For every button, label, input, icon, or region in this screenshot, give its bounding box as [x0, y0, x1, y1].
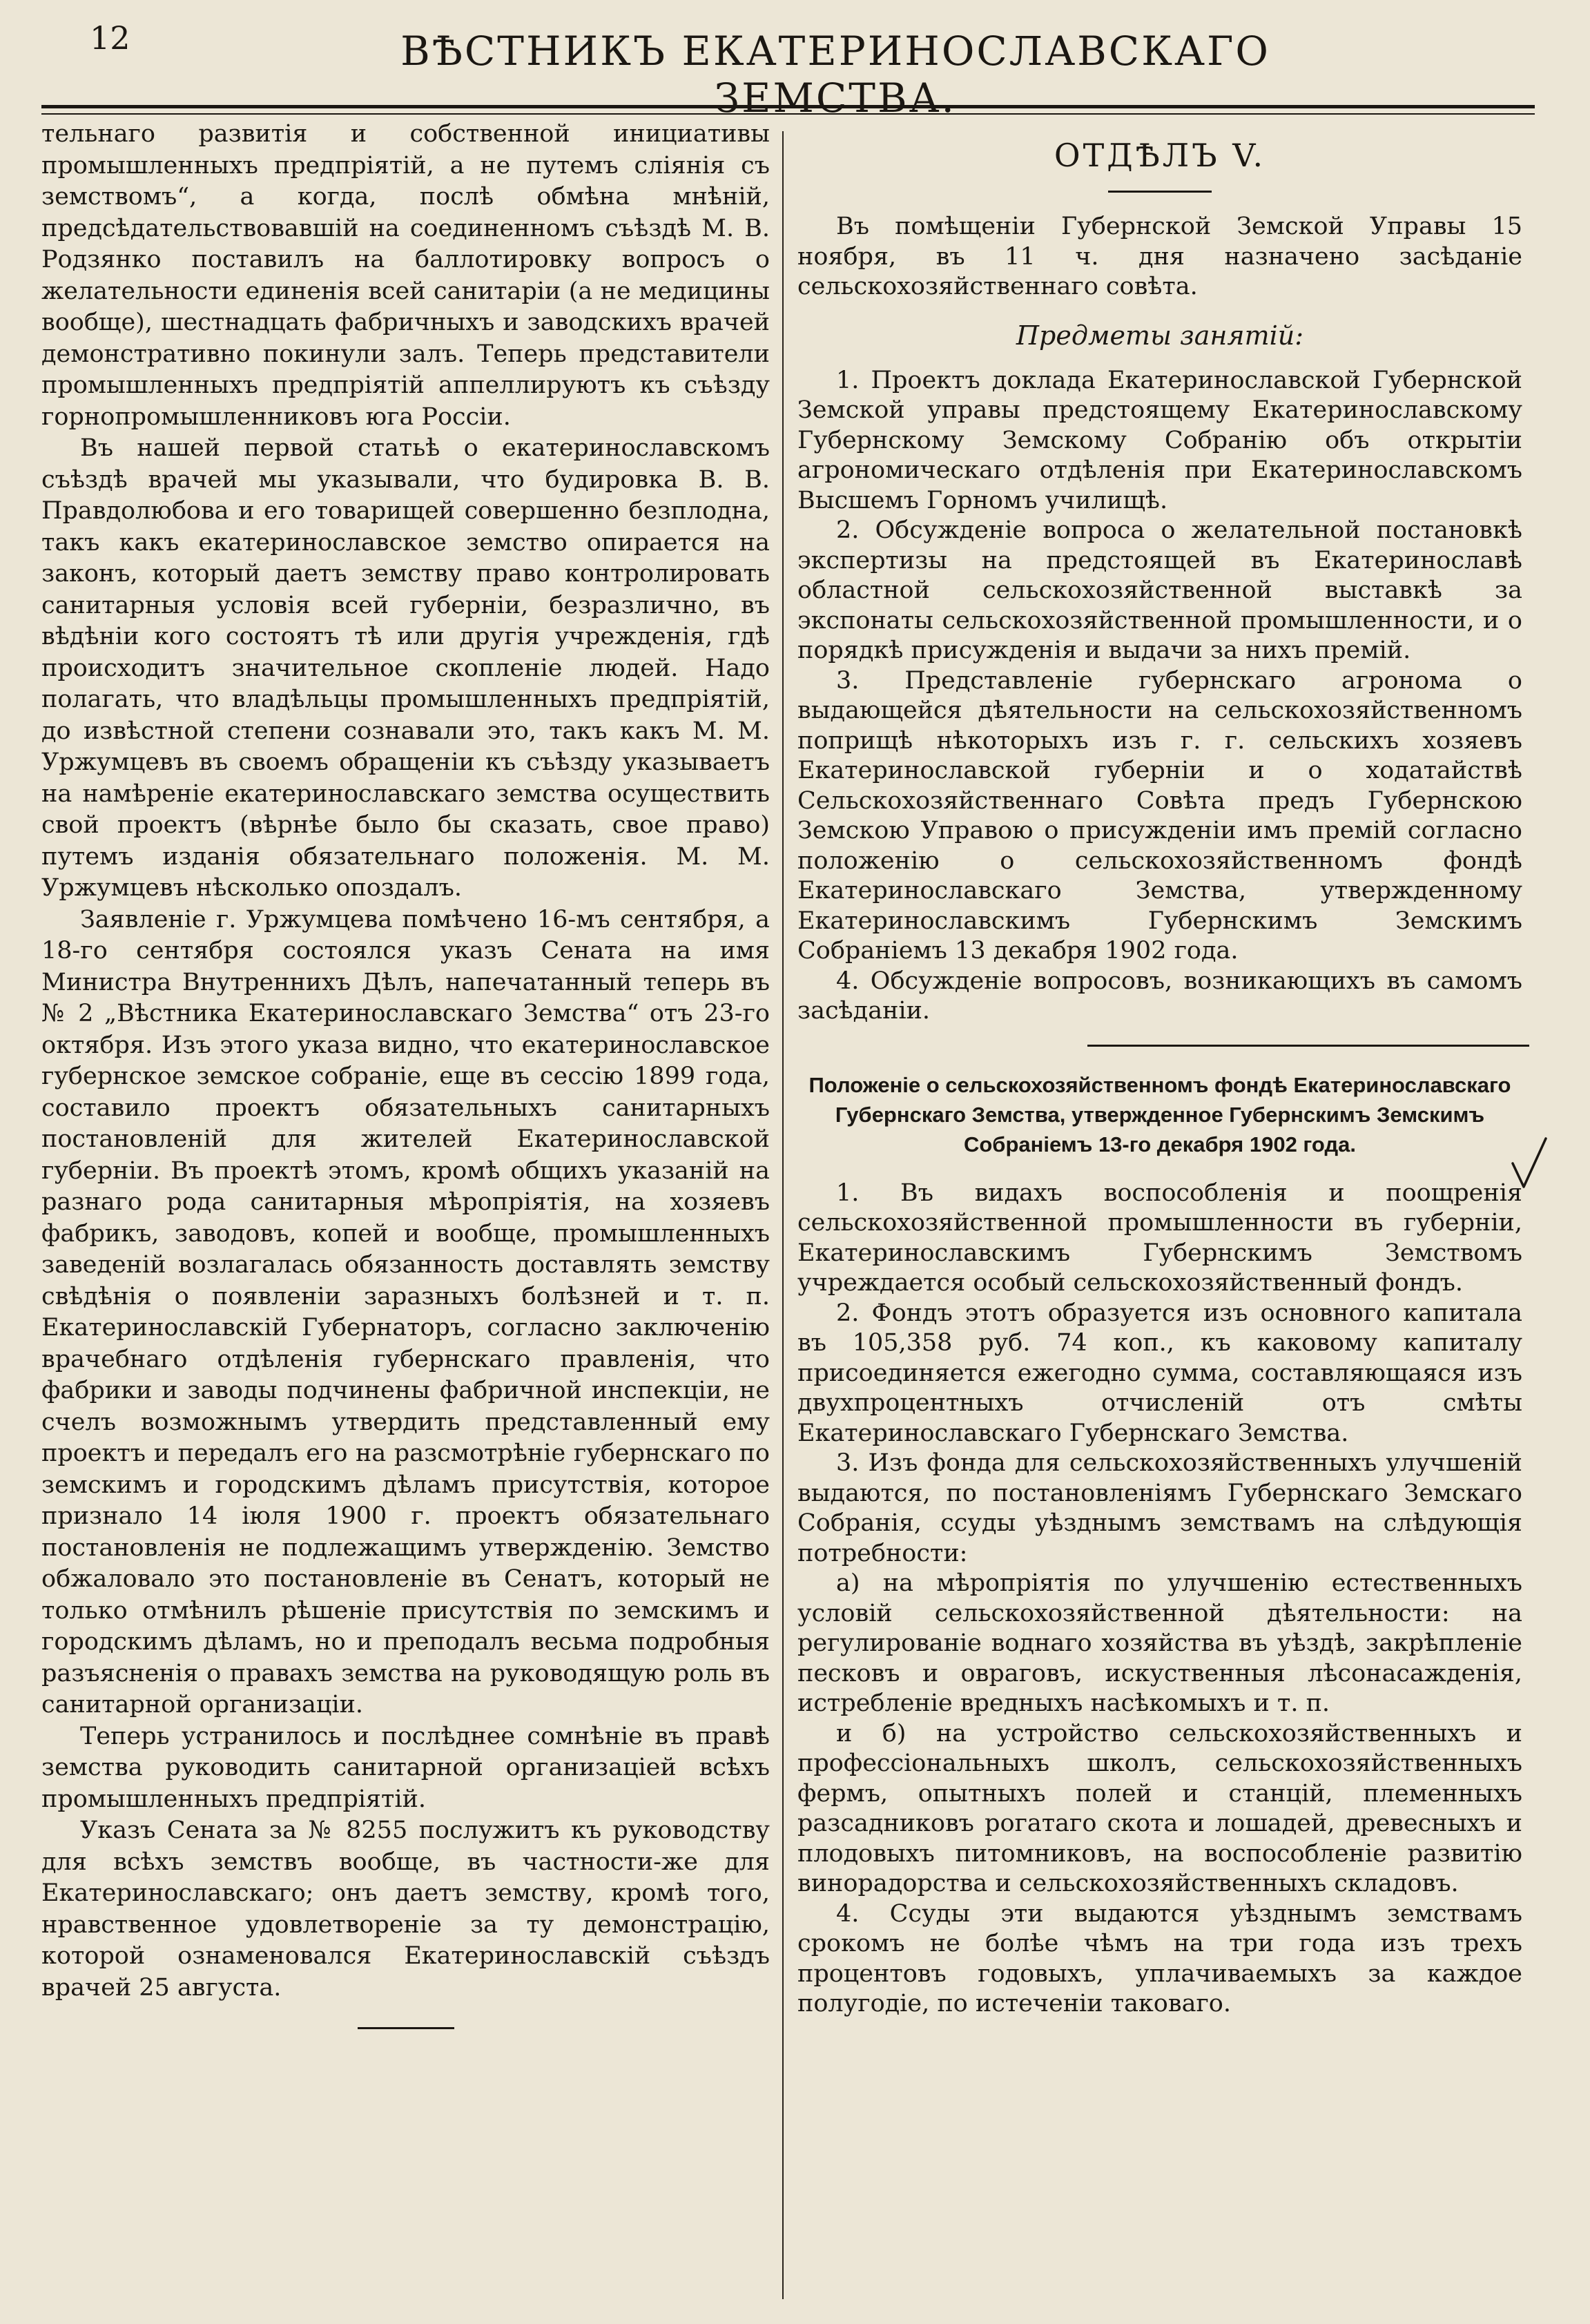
- regulation-item: и б) на устройство сельскохозяйственныхъ и профессіональныхъ школъ, сельскохозяйственныхъ фермъ, опытныхъ полей и станцій, племенныхъ разсадниковъ рогатаго скота и лошадей, древесныхъ и плодовыхъ питомниковъ, на воспособленіе развитію винорадорства и сельскохозяйственныхъ складовъ.: [797, 1719, 1522, 1897]
- running-title: ВѢСТНИКЪ ЕКАТЕРИНОСЛАВСКАГО ЗЕМСТВА.: [400, 28, 1270, 122]
- article-paragraph: тельнаго развитія и собственной инициативы промышленныхъ предпріятій, а не путемъ сліянія съ земствомъ“, а когда, послѣ обмѣна мнѣній, предсѣдательствовавшій на соединенномъ съѣздѣ М. В. Родзянко поставилъ на баллотировку вопросъ о желательности единенія всей санитаріи (а не медицины вообще), шестнадцать фабричныхъ и заводскихъ врачей демонстративно покинули залъ. Теперь представители промышленныхъ предпріятій аппеллируютъ къ съѣзду горнопромышленниковъ юга Россіи.: [41, 120, 770, 431]
- agenda-subheading: Предметы занятій:: [1016, 320, 1304, 351]
- right-column: [797, 133, 1522, 2020]
- header-rule-thick: [41, 105, 1535, 108]
- header-rule-thin: [41, 113, 1535, 115]
- agenda-item: 3. Представленіе губернскаго агронома о выдающейся дѣятельности на сельскохозяйственномъ поприщѣ нѣкоторыхъ изъ г. г. сельскихъ хозяевъ Екатеринославской губерніи и о ходатайствѣ Сельскохозяйственнаго Совѣта предъ Губернскою Земскою Управою о присужденіи имъ премій согласно положенію о сельскохозяйственномъ фондѣ Екатеринославскаго Земства, утвержденному Екатеринославскимъ Губернскимъ Земскимъ Собраніемъ 13 декабря 1902 года.: [797, 666, 1522, 965]
- article-end-rule: [358, 2027, 454, 2029]
- article-paragraph: Указъ Сената за № 8255 послужитъ къ руководству для всѣхъ земствъ вообще, въ частности-же для Екатеринославскаго; онъ даетъ земству, кромѣ того, нравственное удовлетвореніе за ту демонстрацію, которой ознаменовался Екатеринославскій съѣздъ врачей 25 августа.: [41, 1817, 770, 2002]
- regulation-item: 3. Изъ фонда для сельскохозяйственныхъ улучшеній выдаются, по постановленіямъ Губернскаго Земскаго Собранія, ссуды уѣзднымъ земствамъ на слѣдующія потребности:: [797, 1449, 1522, 1567]
- section-rule: [1108, 191, 1212, 193]
- regulation-item: а) на мѣропріятія по улучшенію естественныхъ условій сельскохозяйственной дѣятельности: на регулированіе воднаго хозяйства въ уѣздѣ, закрѣпленіе песковъ и овраговъ, искуственныя лѣсонасажденія, истребленіе вредныхъ насѣкомыхъ и т. п.: [797, 1569, 1522, 1717]
- left-column: [41, 119, 770, 2029]
- article-paragraph: Въ нашей первой статьѣ о екатеринославскомъ съѣздѣ врачей мы указывали, что будировка В. В. Правдолюбова и его товарищей совершенно безплодна, такъ какъ екатеринославское земство опирается на законъ, который даетъ земству право контролировать санитарныя условія всей губерніи, безразлично, въ вѣдѣніи кого состоятъ тѣ или другія учрежденія, гдѣ происходитъ значительное скопленіе людей. Надо полагать, что владѣльцы промышленныхъ предпріятій, до извѣстной степени сознавали это, такъ какъ М. М. Уржумцевъ въ своемъ обращеніи къ съѣзду указываетъ на намѣреніе екатеринославскаго земства осуществить свой проектъ (вѣрнѣе было бы сказать, свое право) путемъ изданія обязательнаго положенія. М. М. Уржумцевъ нѣсколько опоздалъ.: [41, 434, 770, 902]
- article-paragraph: Заявленіе г. Уржумцева помѣчено 16-мъ сентября, а 18-го сентября состоялся указъ Сената на имя Министра Внутреннихъ Дѣлъ, напечатанный теперь въ № 2 „Вѣстника Екатеринославскаго Земства“ отъ 23-го октября. Изъ этого указа видно, что екатеринославское губернское земское собраніе, еще въ сессію 1899 года, составило проектъ обязательныхъ санитарныхъ постановленій для жителей Екатеринославской губерніи. Въ проектѣ этомъ, кромѣ общихъ указаній на разнаго рода санитарныя мѣропріятія, на хозяевъ фабрикъ, заводовъ, копей и вообще, промышленныхъ заведеній возлагалась обязанность доставлять земству свѣдѣнія о появленіи заразныхъ болѣзней и т. п. Екатеринославскій Губернаторъ, согласно заключенію врачебнаго отдѣленія губернскаго правленія, что фабрики и заводы подчинены фабричной инспекціи, не счелъ возможнымъ утвердить представленный ему проектъ и передалъ его на разсмотрѣніе губернскаго по земскимъ и городскимъ дѣламъ присутствія, которое признало 14 іюля 1900 г. проектъ обязательнаго постановленія не подлежащимъ утвержденію. Земство обжаловало это постановленіе въ Сенатъ, который не только отмѣнилъ рѣшеніе присутствія по земскимъ и городскимъ дѣламъ, но и преподалъ весьма подробныя разъясненія о правахъ земства на руководящую роль въ санитарной организаціи.: [41, 905, 770, 1718]
- regulation-item: 4. Ссуды эти выдаются уѣзднымъ земствамъ срокомъ не болѣе чѣмъ на три года изъ трехъ процентовъ годовыхъ, уплачиваемыхъ за каждое полугодіе, по истеченіи таковаго.: [797, 1899, 1522, 2017]
- page-number: 12: [90, 19, 130, 57]
- meeting-intro: Въ помѣщеніи Губернской Земской Управы 15 ноября, въ 11 ч. дня назначено засѣданіе сельскохозяйственнаго совѣта.: [797, 213, 1522, 300]
- section-title: ОТДѢЛЪ V.: [1054, 137, 1266, 174]
- agenda-item: 2. Обсужденіе вопроса о желательной постановкѣ экспертизы на предстоящей въ Екатеринославѣ областной сельскохозяйственной выставкѣ за экспонаты сельскохозяйственной промышленности, и о порядкѣ присужденія и выдачи за нихъ премій.: [797, 516, 1522, 664]
- regulation-heading: Положеніе о сельскохозяйственномъ фондѣ Екатеринославскаго Губернскаго Земства, утвержденное Губернскимъ Земскимъ Собраніемъ 13-го декабря 1902 года.: [808, 1072, 1511, 1156]
- regulation-item: 1. Въ видахъ воспособленія и поощренія сельскохозяйственной промышленности въ губерніи, Екатеринославскимъ Губернскимъ Земствомъ учреждается особый сельскохозяйственный фондъ.: [797, 1179, 1522, 1297]
- article-paragraph: Теперь устранилось и послѣднее сомнѣніе въ правѣ земства руководить санитарной организаціей всѣхъ промышленныхъ предпріятій.: [41, 1722, 770, 1813]
- section-separator-rule: [1087, 1045, 1529, 1047]
- column-divider: [782, 131, 784, 2299]
- agenda-item: 4. Обсужденіе вопросовъ, возникающихъ въ самомъ засѣданіи.: [797, 967, 1522, 1025]
- checkmark-icon: [1509, 1136, 1550, 1191]
- regulation-item: 2. Фондъ этотъ образуется изъ основного капитала въ 105,358 руб. 74 коп., къ каковому капиталу присоединяется ежегодно сумма, составляющаяся изъ двухпроцентныхъ отчисленій отъ смѣты Екатеринославскаго Губернскаго Земства.: [797, 1299, 1522, 1447]
- agenda-item: 1. Проектъ доклада Екатеринославской Губернской Земской управы предстоящему Екатеринославскому Губернскому Земскому Собранію объ открытіи агрономическаго отдѣленія при Екатеринославскомъ Высшемъ Горномъ училищѣ.: [797, 366, 1522, 514]
